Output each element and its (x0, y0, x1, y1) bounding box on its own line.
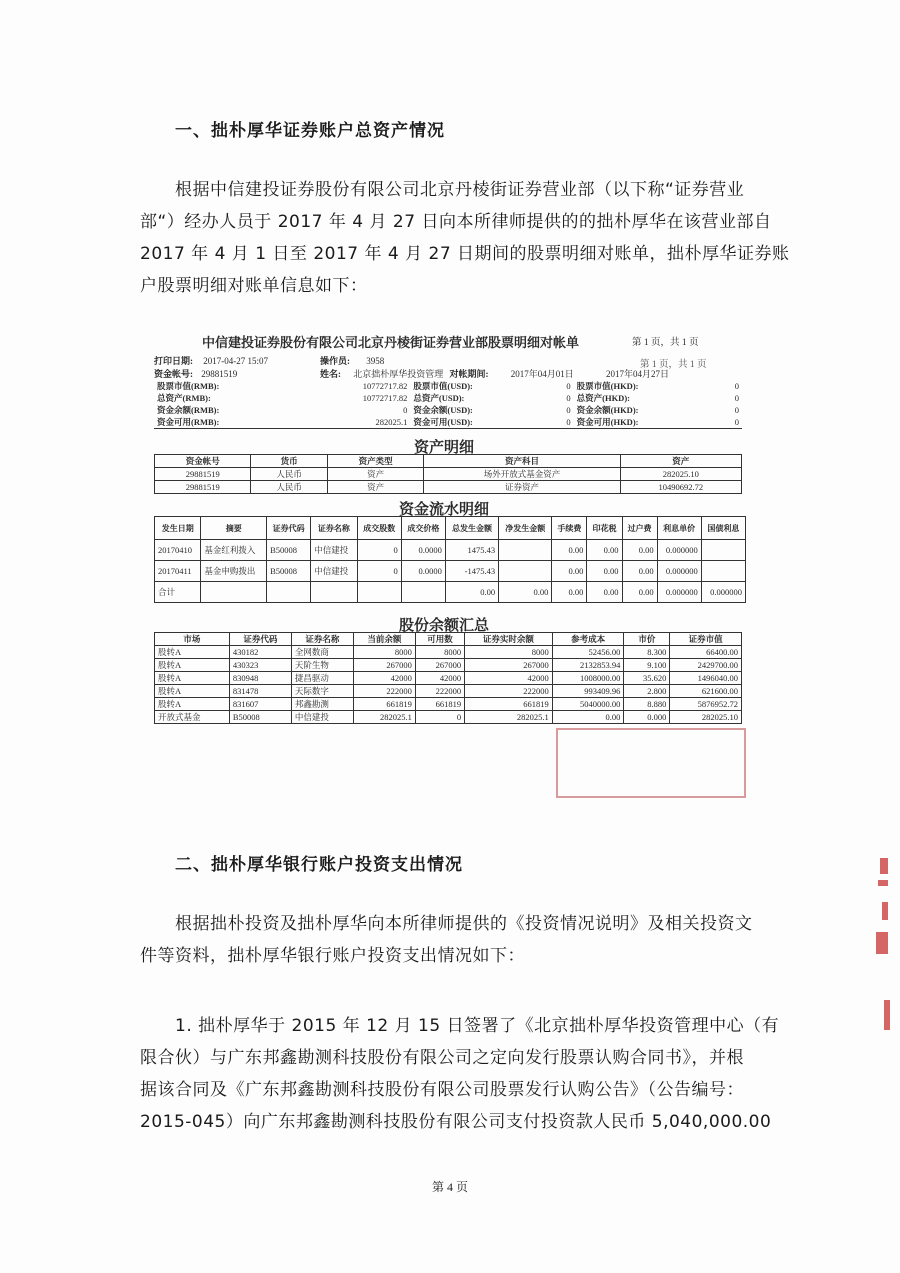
name-value: 北京拙朴厚华投资管理 (353, 369, 444, 379)
paragraph-line: 部“）经办人员于 2017 年 4 月 27 日向本所律师提供的的拙朴厚华在该营业部自 (140, 212, 772, 232)
table-row (155, 711, 742, 724)
table-cell: 8000 (353, 646, 415, 659)
table-cell: 661819 (465, 698, 553, 711)
statement-title: 中信建投证券股份有限公司北京丹棱街证券营业部股票明细对帐单 (202, 335, 580, 350)
table-cell: -1475.43 (445, 561, 498, 582)
operator-label: 操作员: (320, 356, 350, 366)
paragraph-line: 根据中信建投证券股份有限公司北京丹棱街证券营业部（以下称“证券营业 (175, 180, 745, 200)
period-label: 对帐期间: (449, 369, 489, 379)
table-cell: 0.00 (622, 540, 657, 561)
table-cell: 42000 (415, 672, 464, 685)
table-cell: 0.00 (499, 582, 552, 603)
table-cell: 1008000.00 (552, 672, 624, 685)
table-cell: 830948 (229, 672, 291, 685)
table-cell: 282025.10 (620, 468, 741, 481)
table-cell: 资产 (327, 468, 423, 481)
margin-stamp-mark (884, 1000, 890, 1030)
summary-row (154, 380, 742, 392)
table-header-cell: 证券名称 (291, 633, 353, 646)
table-row (155, 481, 742, 494)
table-cell: 股转A (155, 646, 230, 659)
table-cell (201, 582, 267, 603)
table-cell (499, 561, 552, 582)
assets-title: 资产明细 (413, 438, 474, 456)
name-label: 姓名: (320, 369, 341, 379)
table-cell: 总资产(RMB): (157, 392, 211, 403)
table-cell: 0 (566, 380, 571, 391)
table-cell: 天际数字 (291, 685, 353, 698)
table-row (155, 672, 742, 685)
table-cell: 5876952.72 (670, 698, 742, 711)
table-cell: 总资产(HKD): (576, 392, 630, 403)
table-header-row (155, 633, 742, 646)
table-header-cell: 发生日期 (155, 517, 201, 540)
table-cell: 9.100 (624, 659, 670, 672)
table-header-cell: 印花税 (587, 517, 622, 540)
table-cell: 基金红利拨入 (201, 540, 267, 561)
table-row (155, 468, 742, 481)
table-cell: 20170411 (155, 561, 201, 582)
table-cell: 资金余额(RMB): (157, 404, 220, 415)
table-cell: 0 (552, 416, 574, 429)
table-cell: 0.00 (445, 582, 498, 603)
table-cell (701, 561, 745, 582)
table-cell: 人民币 (251, 468, 327, 481)
table-header-cell: 市价 (624, 633, 670, 646)
table-cell: 10772717.82 (362, 392, 408, 403)
table-header-cell: 证券代码 (267, 517, 311, 540)
table-header-row (155, 517, 746, 540)
statement-page-label: 第 1 页，共 1 页 (632, 338, 699, 348)
table-header-cell: 参考成本 (552, 633, 624, 646)
statement-page-label-2: 第 1 页，共 1 页 (640, 360, 707, 370)
table-cell: B50008 (267, 540, 311, 561)
print-date-value: 2017-04-27 15:07 (203, 356, 268, 366)
period-from: 2017年04月01日 (510, 369, 574, 379)
table-header-cell: 证券市值 (670, 633, 742, 646)
account-value: 29881519 (201, 369, 238, 379)
table-header-row (155, 455, 742, 468)
flows-title: 资金流水明细 (398, 500, 489, 518)
section1-heading: 一、拙朴厚华证券账户总资产情况 (175, 121, 445, 141)
period-to: 2017年04月27日 (606, 369, 670, 379)
margin-stamp-mark (878, 880, 888, 886)
table-cell: 66400.00 (670, 646, 742, 659)
table-cell: 资金可用(RMB): (154, 416, 301, 429)
table-header-cell: 过户费 (622, 517, 657, 540)
summary-row (154, 416, 742, 429)
table-header-cell: 成交价格 (401, 517, 445, 540)
table-cell: 中信建投 (311, 561, 357, 582)
table-cell (311, 582, 357, 603)
table-cell: 222000 (353, 685, 415, 698)
paragraph-line: 限合伙）与广东邦鑫勘测科技股份有限公司之定向发行股票认购合同书》，并根 (140, 1048, 744, 1068)
account-number (154, 367, 237, 380)
table-cell: 8000 (415, 646, 464, 659)
table-header-cell: 货币 (251, 455, 327, 468)
table-cell: 0.000000 (657, 582, 701, 603)
table-cell: 35.620 (624, 672, 670, 685)
table-cell: 2132853.94 (552, 659, 624, 672)
operator-value: 3958 (366, 356, 385, 366)
table-header-cell: 证券实时余额 (465, 633, 553, 646)
table-cell: 222000 (415, 685, 464, 698)
table-cell: 29881519 (155, 481, 251, 494)
paragraph-line: 1. 拙朴厚华于 2015 年 12 月 15 日签署了《北京拙朴厚华投资管理中心（有 (175, 1016, 780, 1036)
paragraph-line: 户股票明细对账单信息如下： (140, 276, 368, 296)
account-label: 资金帐号: (154, 369, 193, 379)
table-cell: 总资产(USD): (413, 392, 465, 403)
seal-stamp (556, 728, 746, 798)
table-cell: 267000 (415, 659, 464, 672)
table-cell: 222000 (465, 685, 553, 698)
table-cell: 0 (403, 404, 408, 415)
account-statement (150, 332, 750, 802)
paragraph-line: 据该合同及《广东邦鑫勘测科技股份有限公司股票发行认购公告》（公告编号： (140, 1080, 744, 1100)
table-cell: 0.00 (587, 582, 622, 603)
table-cell: 282025.1 (301, 416, 410, 429)
summary-row (154, 404, 742, 416)
table-cell: 0.0000 (401, 561, 445, 582)
table-cell: 全网数商 (291, 646, 353, 659)
table-cell: 2.800 (624, 685, 670, 698)
table-cell: 资金余额(USD): (413, 404, 473, 415)
table-cell: 基金申购拨出 (201, 561, 267, 582)
table-row (155, 561, 746, 582)
table-cell: 8000 (465, 646, 553, 659)
table-cell: 场外开放式基金资产 (424, 468, 620, 481)
table-cell: 282025.1 (353, 711, 415, 724)
flows-table (154, 516, 746, 603)
table-cell: 267000 (465, 659, 553, 672)
table-cell: 0.000000 (701, 582, 745, 603)
table-cell: 证券资产 (424, 481, 620, 494)
table-header-cell: 可用数 (415, 633, 464, 646)
table-cell: 20170410 (155, 540, 201, 561)
table-cell: 0.00 (622, 582, 657, 603)
table-cell: 0.00 (587, 540, 622, 561)
table-cell: 0 (415, 711, 464, 724)
holdings-title: 股份余额汇总 (398, 616, 489, 634)
table-cell (267, 582, 311, 603)
table-cell: 股转A (155, 685, 230, 698)
table-cell: 股转A (155, 698, 230, 711)
margin-stamp-mark (876, 932, 888, 954)
table-cell: 661819 (415, 698, 464, 711)
table-cell: 资金可用(HKD): (574, 416, 720, 429)
table-header-cell: 成交股数 (357, 517, 401, 540)
table-cell: 中信建投 (311, 540, 357, 561)
table-cell: 0 (720, 416, 742, 429)
table-cell: 8.880 (624, 698, 670, 711)
table-cell: B50008 (229, 711, 291, 724)
table-cell: 股票市值(USD): (413, 380, 473, 391)
table-cell: 430323 (229, 659, 291, 672)
table-header-cell: 资产类型 (327, 455, 423, 468)
table-cell: 开放式基金 (155, 711, 230, 724)
print-date-label: 打印日期: (154, 356, 193, 366)
table-row (155, 659, 742, 672)
table-cell: 282025.1 (465, 711, 553, 724)
table-cell: 中信建投 (291, 711, 353, 724)
table-cell: 42000 (465, 672, 553, 685)
table-cell: 人民币 (251, 481, 327, 494)
section2-paragraph2 (140, 1010, 780, 1138)
table-cell: 993409.96 (552, 685, 624, 698)
paragraph-line: 根据拙朴投资及拙朴厚华向本所律师提供的《投资情况说明》及相关投资文 (175, 914, 753, 934)
table-row (155, 646, 742, 659)
table-header-cell: 净发生金额 (499, 517, 552, 540)
assets-table (154, 454, 742, 494)
table-cell: 股票市值(HKD): (576, 380, 639, 391)
table-row (155, 582, 746, 603)
table-cell: 股票市值(RMB): (157, 380, 220, 391)
holdings-table (154, 632, 742, 724)
table-header-cell: 资产 (620, 455, 741, 468)
table-cell: 0.000000 (657, 540, 701, 561)
table-cell: 430182 (229, 646, 291, 659)
section2-heading: 二、拙朴厚华银行账户投资支出情况 (175, 855, 463, 875)
table-cell (357, 582, 401, 603)
table-cell: 0.00 (552, 540, 587, 561)
section2-paragraph1 (140, 908, 753, 972)
table-cell: 2429700.00 (670, 659, 742, 672)
table-header-cell: 国债利息 (701, 517, 745, 540)
table-header-cell: 资金帐号 (155, 455, 251, 468)
table-cell: 52456.00 (552, 646, 624, 659)
table-cell: 资产 (327, 481, 423, 494)
table-cell: 0 (734, 404, 739, 415)
table-cell (701, 540, 745, 561)
margin-stamp-mark (882, 902, 888, 920)
margin-stamp-mark (880, 858, 888, 874)
table-cell: 股转A (155, 672, 230, 685)
table-cell: 831607 (229, 698, 291, 711)
paragraph-line: 2015-045）向广东邦鑫勘测科技股份有限公司支付投资款人民币 5,040,000.00 (140, 1112, 772, 1132)
table-cell: 0 (566, 392, 571, 403)
table-cell: 天阶生物 (291, 659, 353, 672)
table-cell: 捷昌驱动 (291, 672, 353, 685)
table-cell: 0.000 (624, 711, 670, 724)
table-cell: 0 (357, 561, 401, 582)
table-cell (499, 540, 552, 561)
summary-table (154, 380, 742, 429)
table-cell: 267000 (353, 659, 415, 672)
table-cell: 1496040.00 (670, 672, 742, 685)
table-cell: 10772717.82 (362, 380, 408, 391)
table-header-cell: 证券代码 (229, 633, 291, 646)
table-header-cell: 资产科目 (424, 455, 620, 468)
table-cell: 0.000000 (657, 561, 701, 582)
table-header-cell: 摘要 (201, 517, 267, 540)
page-number: 第 4 页 (431, 1180, 468, 1194)
table-cell: 0.00 (587, 561, 622, 582)
print-date (154, 354, 268, 367)
table-header-cell: 当前余额 (353, 633, 415, 646)
table-header-cell: 证券名称 (311, 517, 357, 540)
table-header-cell: 手续费 (552, 517, 587, 540)
table-header-cell: 市场 (155, 633, 230, 646)
table-header-cell: 总发生金额 (445, 517, 498, 540)
table-cell: 资金可用(USD): (410, 416, 551, 429)
paragraph-line: 件等资料，拙朴厚华银行账户投资支出情况如下： (140, 946, 525, 966)
table-cell: 0.00 (552, 582, 587, 603)
table-cell (401, 582, 445, 603)
account-name (320, 367, 669, 380)
table-cell: 0 (566, 404, 571, 415)
table-row (155, 540, 746, 561)
table-cell: 邦鑫勘测 (291, 698, 353, 711)
table-cell: 0 (734, 380, 739, 391)
table-cell: 661819 (353, 698, 415, 711)
paragraph-line: 2017 年 4 月 1 日至 2017 年 4 月 27 日期间的股票明细对账单，拙朴厚华证券账 (140, 244, 790, 264)
table-cell: 10490692.72 (620, 481, 741, 494)
section1-paragraph (140, 174, 790, 302)
table-cell: 8.300 (624, 646, 670, 659)
table-cell: B50008 (267, 561, 311, 582)
operator (320, 354, 384, 367)
table-cell: 股转A (155, 659, 230, 672)
table-cell: 29881519 (155, 468, 251, 481)
table-cell: 282025.10 (670, 711, 742, 724)
table-cell: 0 (734, 392, 739, 403)
table-cell: 0.00 (622, 561, 657, 582)
table-cell: 0.00 (552, 561, 587, 582)
table-cell: 5040000.00 (552, 698, 624, 711)
table-cell: 0.00 (552, 711, 624, 724)
table-row (155, 698, 742, 711)
table-header-cell: 利息单价 (657, 517, 701, 540)
table-row (155, 685, 742, 698)
table-cell: 0.0000 (401, 540, 445, 561)
table-cell: 831478 (229, 685, 291, 698)
table-cell: 42000 (353, 672, 415, 685)
table-cell: 合计 (155, 582, 201, 603)
summary-row (154, 392, 742, 404)
table-cell: 1475.43 (445, 540, 498, 561)
table-cell: 0 (357, 540, 401, 561)
table-cell: 621600.00 (670, 685, 742, 698)
table-cell: 资金余额(HKD): (576, 404, 639, 415)
